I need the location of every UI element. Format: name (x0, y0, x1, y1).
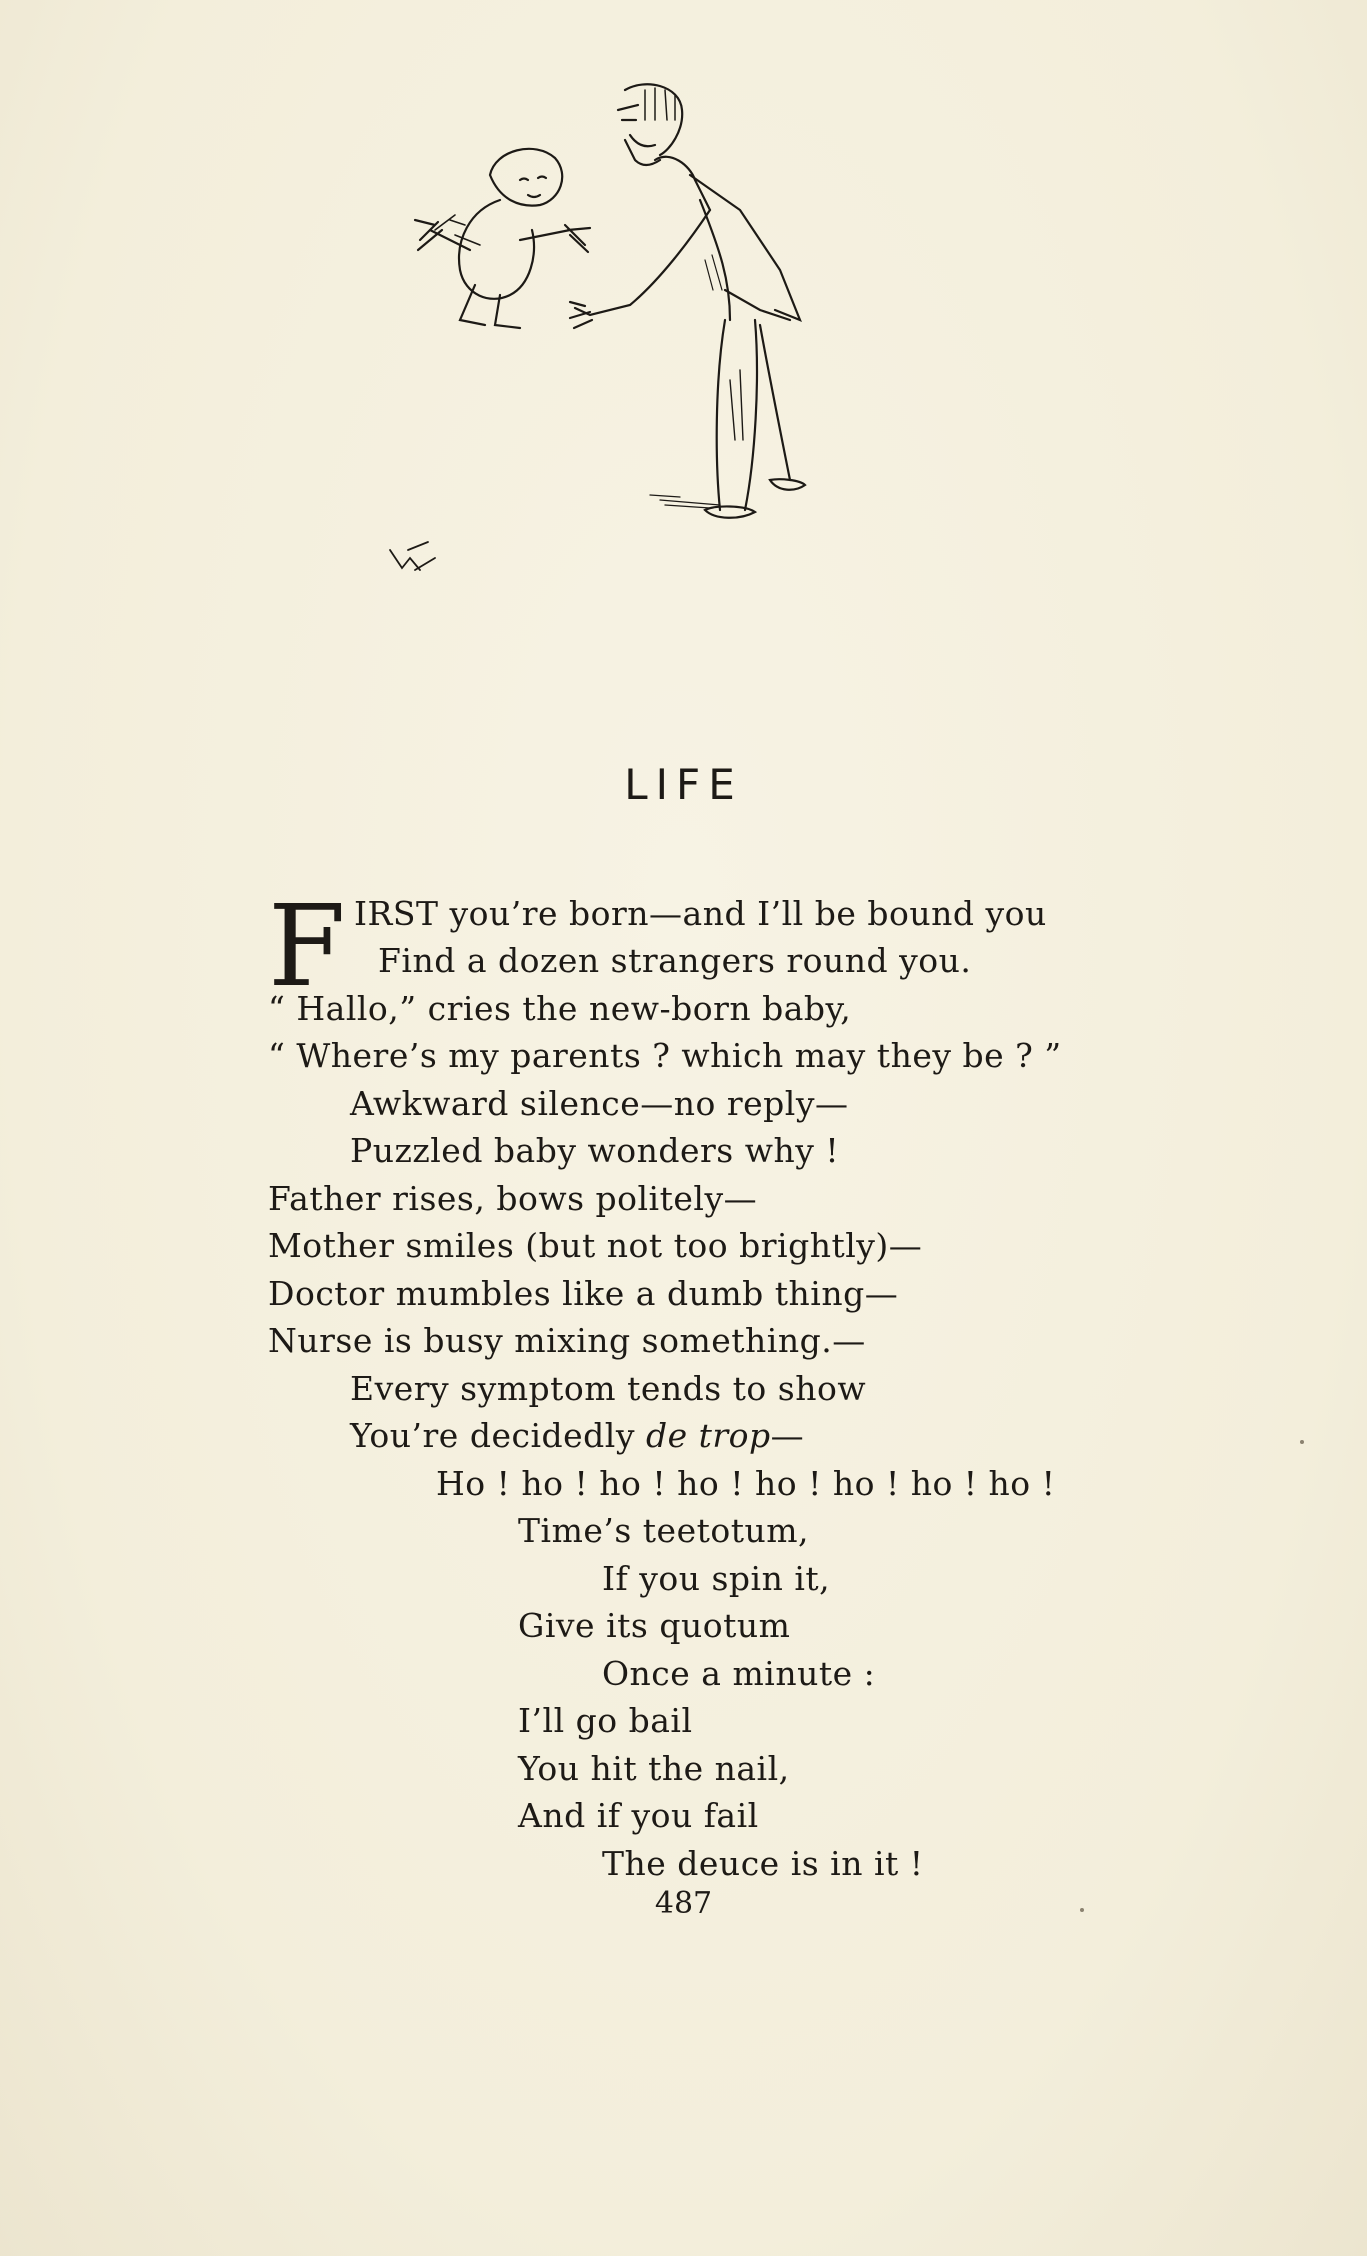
poem-line-16: Give its quotum (518, 1606, 791, 1645)
poem-line-19: You hit the nail, (518, 1749, 790, 1788)
poem-line-14: Time’s teetotum, (518, 1511, 810, 1550)
poem-line-21: The deuce is in it ! (602, 1844, 924, 1883)
poem-line-10: Nurse is busy mixing something.— (268, 1321, 866, 1360)
poem-line-1: IRST you’re born—and I’ll be bound you (354, 894, 1047, 933)
poem-line-15: If you spin it, (602, 1559, 831, 1598)
paper-speck (1080, 1908, 1084, 1912)
poem-line-18: I’ll go bail (518, 1701, 693, 1740)
sketch-illustration (360, 80, 980, 640)
poem-line-3: “ Hallo,” cries the new-born baby, (268, 989, 852, 1028)
drop-cap: F (268, 882, 346, 1012)
poem-title: LIFE (624, 760, 743, 809)
poem-line-8: Mother smiles (but not too brightly)— (268, 1226, 923, 1265)
poem-line-9: Doctor mumbles like a dumb thing— (268, 1274, 899, 1313)
poem-line-20: And if you fail (518, 1796, 759, 1835)
poem-line-4: “ Where’s my parents ? which may they be ? ” (268, 1036, 1062, 1075)
paper-speck (1300, 1440, 1304, 1444)
poem-line-2: Find a dozen strangers round you. (378, 941, 972, 980)
page-number: 487 (654, 1886, 713, 1921)
italic-phrase: de trop (645, 1416, 771, 1455)
poem-line-11: Every symptom tends to show (350, 1369, 867, 1408)
poem-line-17: Once a minute : (602, 1654, 876, 1693)
poem-line-5: Awkward silence—no reply— (350, 1084, 849, 1123)
cherub-and-gentleman-icon (360, 80, 980, 640)
poem-line-6: Puzzled baby wonders why ! (350, 1131, 840, 1170)
poem-line-7: Father rises, bows politely— (268, 1179, 758, 1218)
poem-line-12: You’re decidedly de trop— (350, 1416, 805, 1455)
poem-line-13: Ho ! ho ! ho ! ho ! ho ! ho ! ho ! ho ! (436, 1464, 1056, 1503)
